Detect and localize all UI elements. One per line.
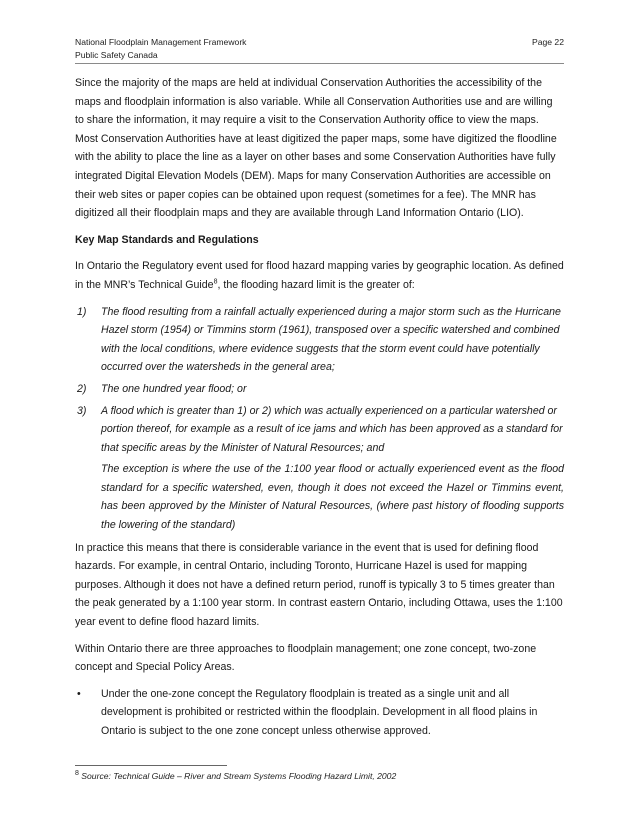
list-number: 1): [77, 305, 87, 318]
list-item: [75, 402, 564, 458]
bullet-list: [75, 685, 564, 741]
list-item: [75, 380, 564, 399]
list-item: [75, 303, 564, 377]
paragraph-regulatory-event-end: , the flooding hazard limit is the greater of:: [217, 278, 415, 291]
paragraph-regulatory-event-start: In Ontario the Regulatory event used for flood hazard mapping varies by geographic location. As defined in the MNR’s Technical Guide: [75, 260, 564, 291]
list-number: 3): [77, 404, 87, 417]
exception-paragraph: The exception is where the use of the 1:100 year flood or actually experienced event as the flood standard for a specific watershed, even, though it does not exceed the Hazel or Timmins event, has been approved by the Minister of Natural Resources, (where past history of flooding supports the lowering of the standard): [101, 463, 564, 532]
document-title: National Floodplain Management Framework: [75, 37, 247, 47]
paragraph-approaches: Within Ontario there are three approaches to floodplain management; one zone concept, two-zone concept and Special Policy Areas.: [75, 642, 537, 674]
footnote-number: 8: [75, 770, 79, 778]
header-rule: [75, 63, 564, 64]
footnote-text: Source: Technical Guide – River and Stream Systems Flooding Hazard Limit, 2002: [78, 771, 397, 781]
bullet-text: Under the one-zone concept the Regulatory floodplain is treated as a single unit and all development is prohibited or restricted within the floodplain. Development in all flood plains in Ontario is subject to the one zone concept unless otherwise approved.: [101, 687, 538, 737]
paragraph-regulatory-event: [75, 257, 564, 294]
paragraph-map-access: Since the majority of the maps are held at individual Conservation Authorities the accessibility of the maps and floodplain information is also variable. While all Conservation Authorities use and are willing to share the information, it may require a visit to the Conservation Authority office to view the maps. Most Conservation Authorities have at least digitized the paper maps, some have digitized the floodline with the ability to place the line as a layer on other bases and some Conservation Authorities have fully integrated Digital Elevation Models (DEM). Maps for many Conservation Authorities are accessible on their web sites or paper copies can be obtained upon request (sometimes for a fee). The MNR has digitized all their floodplain maps and they are available through Land Information Ontario (LIO).: [75, 77, 557, 220]
list-number: 2): [77, 382, 87, 395]
page-body: [75, 74, 564, 741]
organization-name: Public Safety Canada: [75, 50, 158, 60]
bullet-item: [75, 685, 564, 741]
hazard-limit-list: [75, 303, 564, 458]
list-item-text: The one hundred year flood; or: [101, 382, 247, 395]
bullet-icon: •: [77, 687, 81, 700]
paragraph-practice: In practice this means that there is considerable variance in the event that is used for defining flood hazards. For example, in central Ontario, including Toronto, Hurricane Hazel is used for mapping purposes. Although it does not have a defined return period, runoff is typically 3 to 5 times greater than the peak generated by a 1:100 year storm. In contrast eastern Ontario, including Ottawa, uses the 1:100 year event to define flood hazard limits.: [75, 541, 563, 629]
footnote: [75, 770, 564, 782]
footnote-reference: 8: [213, 278, 218, 286]
list-item-text: A flood which is greater than 1) or 2) which was actually experienced on a particular watershed or portion thereof, for example as a result of ice jams and which has been approved as a standard for that specific areas by the Minister of Natural Resources; and: [101, 404, 563, 454]
list-item-text: The flood resulting from a rainfall actually experienced during a major storm such as the Hurricane Hazel storm (1954) or Timmins storm (1961), transposed over a specific watershed and combined with the local conditions, where evidence suggests that the storm event could have potentially occurred over the watersheds in the general area;: [101, 305, 561, 374]
page-header: [75, 36, 564, 62]
page-number: Page 22: [531, 37, 564, 47]
footnote-rule: [75, 765, 227, 766]
section-heading: Key Map Standards and Regulations: [75, 233, 259, 246]
